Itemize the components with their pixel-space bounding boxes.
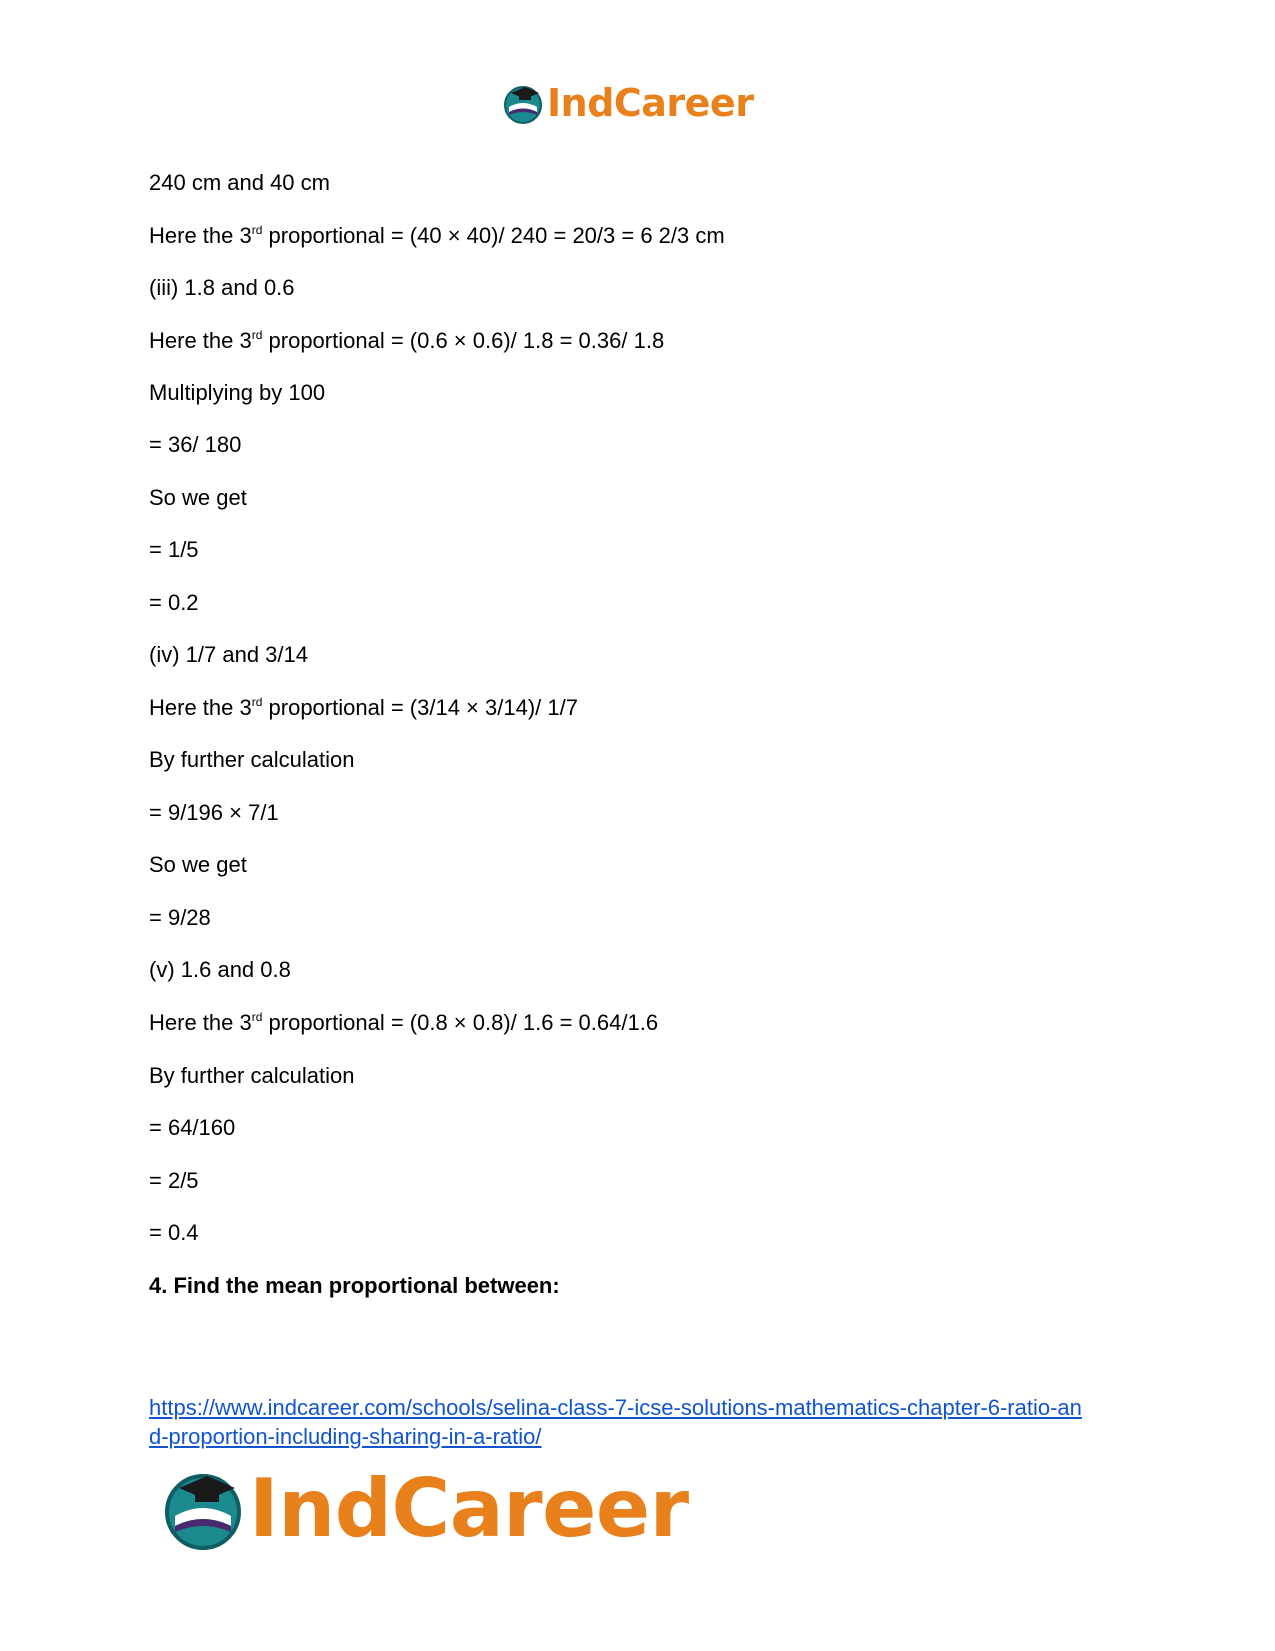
text-line: = 0.2: [149, 590, 199, 615]
question-heading: 4. Find the mean proportional between:: [149, 1273, 560, 1298]
text-line: = 2/5: [149, 1168, 199, 1193]
header-logo-text: IndCareer: [547, 81, 754, 125]
source-link-line-1: https://www.indcareer.com/schools/selina-class-7-icse-solutions-mathematics-chapter-6-ratio-an: [149, 1395, 1082, 1420]
text-line: = 64/160: [149, 1115, 236, 1140]
text-line: Here the 3rd proportional = (3/14 × 3/14)/ 1/7: [149, 695, 578, 720]
text-line: Multiplying by 100: [149, 380, 326, 405]
text-line: Here the 3rd proportional = (40 × 40)/ 240 = 20/3 = 6 2/3 cm: [149, 223, 725, 248]
text-line: So we get: [149, 852, 247, 877]
text-line: 240 cm and 40 cm: [149, 170, 330, 195]
globe-book-icon: [501, 81, 545, 125]
text-line: Here the 3rd proportional = (0.6 × 0.6)/ 1.8 = 0.36/ 1.8: [149, 328, 665, 353]
footer-logo: [159, 1462, 689, 1554]
text-line: By further calculation: [149, 1063, 355, 1088]
text-line: (v) 1.6 and 0.8: [149, 957, 291, 982]
footer-logo-text: IndCareer: [249, 1461, 689, 1555]
source-link-line-2: d-proportion-including-sharing-in-a-ratio/: [149, 1424, 542, 1449]
text-line: = 9/28: [149, 905, 211, 930]
text-line: (iii) 1.8 and 0.6: [149, 275, 295, 300]
text-line: = 0.4: [149, 1220, 199, 1245]
text-line: Here the 3rd proportional = (0.8 × 0.8)/ 1.6 = 0.64/1.6: [149, 1010, 659, 1035]
text-line: By further calculation: [149, 747, 355, 772]
text-line: = 36/ 180: [149, 432, 242, 457]
text-line: = 1/5: [149, 537, 199, 562]
text-line: (iv) 1/7 and 3/14: [149, 642, 308, 667]
header-logo: [501, 80, 753, 126]
text-line: So we get: [149, 485, 247, 510]
source-link[interactable]: [149, 1393, 1129, 1451]
text-line: = 9/196 × 7/1: [149, 800, 279, 825]
globe-book-icon: [159, 1464, 247, 1552]
